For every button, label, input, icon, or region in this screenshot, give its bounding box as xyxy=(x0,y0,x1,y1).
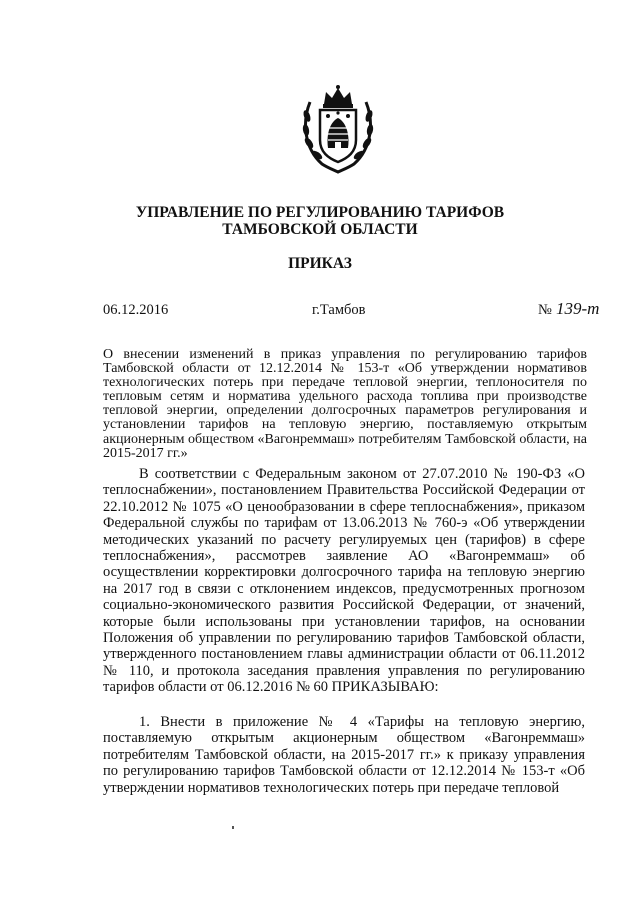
organization-name-line2: ТАМБОВСКОЙ ОБЛАСТИ xyxy=(222,221,418,238)
document-type-title: ПРИКАЗ xyxy=(288,255,352,272)
body-paragraph-1: В соответствии с Федеральным законом от 27.07.2010 № 190-ФЗ «О теплоснабжении», постановлением Правительства Российской Федерации от 22.10.2012 № 1075 «О ценообразовании в сфере теплоснабжения», приказом Федеральной службы по тарифам от 13.06.2013 № 760-э «Об утверждении методических указаний по расчету регулируемых цен (тарифов) в сфере теплоснабжения», рассмотрев заявление АО «Вагонреммаш» об осуществлении корректировки долгосрочного тарифа на тепловую энергию на 2017 год в связи с отклонением индексов, предусмотренных прогнозом социально-экономического развития Российской Федерации, от значений, которые были использованы при установлении тарифов, на основании Положения об управлении по регулированию тарифов Тамбовской области, утвержденного постановлением главы администрации области от 06.11.2012 № 110, и протокола заседания правления управления по регулированию тарифов области от 06.12.2016 № 60 ПРИКАЗЫВАЮ: xyxy=(103,466,585,696)
document-number-handwritten: 139-т xyxy=(556,299,600,318)
coat-of-arms-icon xyxy=(298,82,378,174)
scan-speck xyxy=(232,826,234,829)
organization-name-line1: УПРАВЛЕНИЕ ПО РЕГУЛИРОВАНИЮ ТАРИФОВ xyxy=(135,204,505,221)
document-date: 06.12.2016 xyxy=(103,302,169,318)
document-city: г.Тамбов xyxy=(312,302,366,318)
document-subject: О внесении изменений в приказ управления по регулированию тарифов Тамбовской области от 12.12.2014 № 153-т «Об утверждении нормативов технологических потерь при передаче тепловой энергии, теплоносителя по тепловым сетям и норматива удельного расхода топлива при производстве тепловой энергии, определении долгосрочных параметров регулирования и установлении тарифов на тепловую энергию, поставляемую открытым акционерным обществом «Вагонреммаш» потребителям Тамбовской области, на 2015-2017 гг.» xyxy=(103,347,587,461)
body-paragraph-2: 1. Внести в приложение № 4 «Тарифы на тепловую энергию, поставляемую открытым акционерным обществом «Вагонреммаш» потребителям Тамбовской области, на 2015-2017 гг.» к приказу управления по регулированию тарифов Тамбовской области от 12.12.2014 № 153-т «Об утверждении нормативов технологических потерь при передаче тепловой xyxy=(103,714,585,796)
document-number-label: № xyxy=(538,302,552,318)
